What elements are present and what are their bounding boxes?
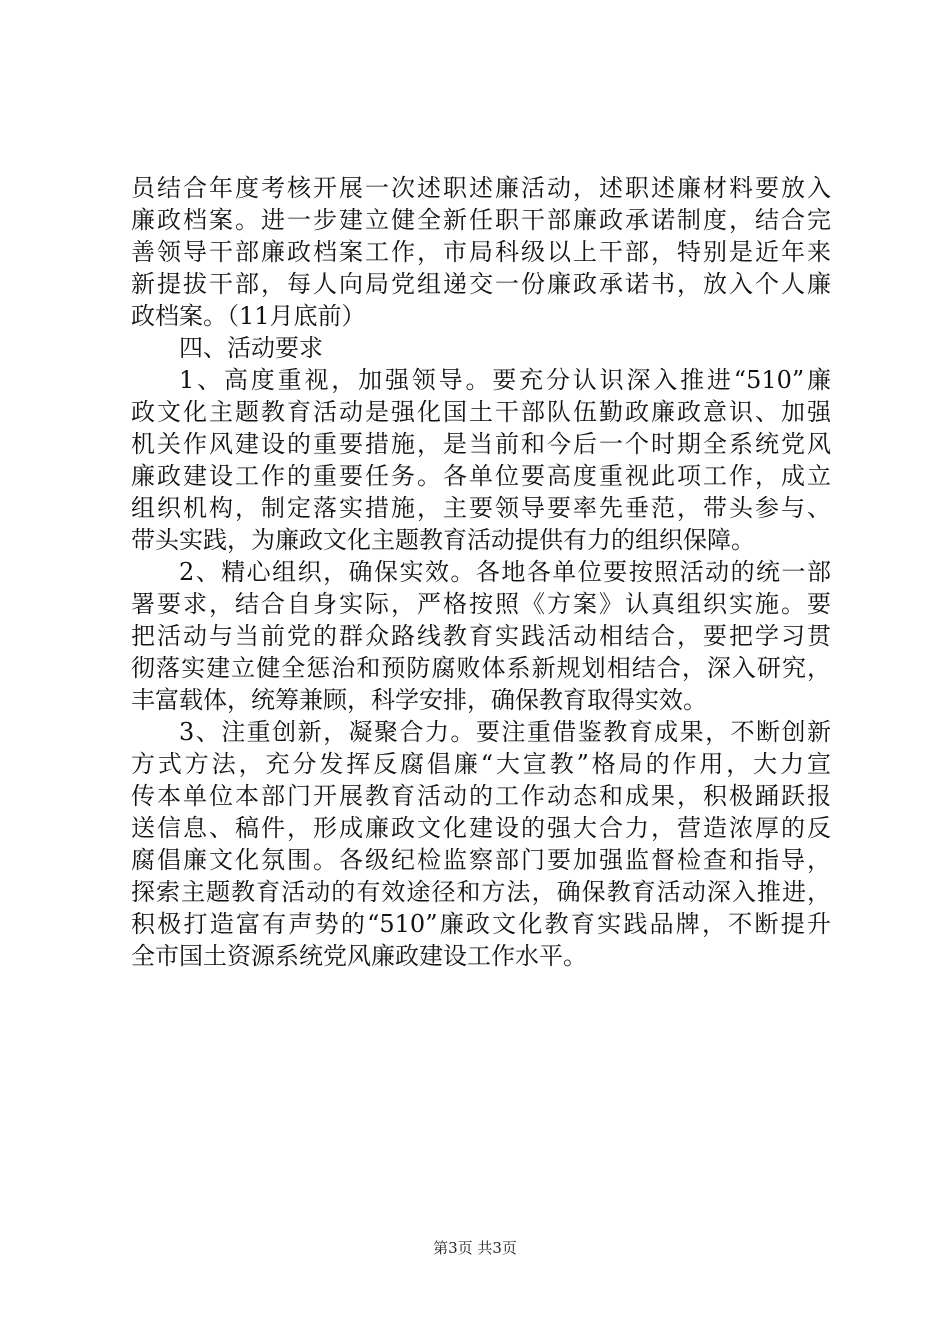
text-line: 组织机构，制定落实措施，主要领导要率先垂范，带头参与、	[131, 494, 831, 522]
section-heading: 四、活动要求	[179, 334, 323, 362]
text-line: 把活动与当前党的群众路线教育实践活动相结合，要把学习贯	[131, 622, 831, 650]
document-body	[131, 172, 831, 972]
text-line: 方式方法，充分发挥反腐倡廉“大宣教”格局的作用，大力宣	[131, 750, 831, 778]
text-line: 新提拔干部，每人向局党组递交一份廉政承诺书，放入个人廉	[131, 270, 831, 298]
text-line: 机关作风建设的重要措施，是当前和今后一个时期全系统党风	[131, 430, 831, 458]
text-line: 署要求，结合自身实际，严格按照《方案》认真组织实施。要	[131, 590, 831, 618]
text-line: 丰富载体，统筹兼顾，科学安排，确保教育取得实效。	[131, 686, 707, 714]
text-line: 善领导干部廉政档案工作，市局科级以上干部，特别是近年来	[131, 238, 831, 266]
text-line: 廉政建设工作的重要任务。各单位要高度重视此项工作，成立	[131, 462, 831, 490]
text-line: 探索主题教育活动的有效途径和方法，确保教育活动深入推进，	[131, 878, 831, 906]
text-line: 传本单位本部门开展教育活动的工作动态和成果，积极踊跃报	[131, 782, 831, 810]
text-line: 全市国土资源系统党风廉政建设工作水平。	[131, 942, 587, 970]
text-line: 3、注重创新，凝聚合力。要注重借鉴教育成果，不断创新	[179, 718, 831, 746]
text-line: 送信息、稿件，形成廉政文化建设的强大合力，营造浓厚的反	[131, 814, 831, 842]
text-line: 带头实践，为廉政文化主题教育活动提供有力的组织保障。	[131, 526, 755, 554]
text-line: 政文化主题教育活动是强化国土干部队伍勤政廉政意识、加强	[131, 398, 831, 426]
page-number-footer: 第3页 共3页	[433, 1239, 517, 1257]
text-line: 政档案。（11月底前）	[131, 302, 366, 330]
text-line: 员结合年度考核开展一次述职述廉活动，述职述廉材料要放入	[131, 174, 831, 202]
text-line: 廉政档案。进一步建立健全新任职干部廉政承诺制度，结合完	[131, 206, 831, 234]
text-line: 腐倡廉文化氛围。各级纪检监察部门要加强监督检查和指导，	[131, 846, 831, 874]
text-line: 2、精心组织，确保实效。各地各单位要按照活动的统一部	[179, 558, 831, 586]
text-line: 积极打造富有声势的“510”廉政文化教育实践品牌，不断提升	[131, 910, 831, 938]
text-line: 彻落实建立健全惩治和预防腐败体系新规划相结合，深入研究，	[131, 654, 831, 682]
text-line: 1、高度重视，加强领导。要充分认识深入推进“510”廉	[179, 366, 831, 394]
